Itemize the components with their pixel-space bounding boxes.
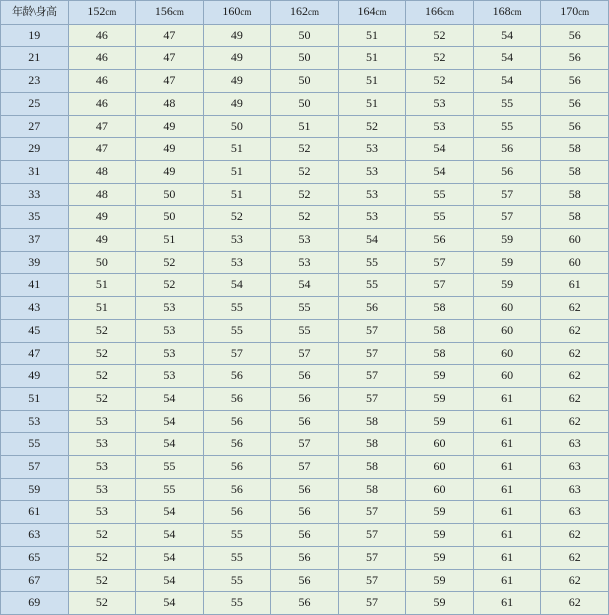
table-row — [1, 592, 609, 615]
column-header-value: 156 — [154, 4, 173, 18]
table-cell: 57 — [473, 183, 541, 206]
table-row — [1, 229, 609, 252]
table-row — [1, 410, 609, 433]
table-row — [1, 297, 609, 320]
table-cell: 62 — [541, 592, 609, 615]
table-cell: 57 — [406, 251, 474, 274]
table-cell: 49 — [203, 47, 271, 70]
table-cell: 59 — [406, 501, 474, 524]
table-row — [1, 70, 609, 93]
row-header-age: 53 — [1, 410, 69, 433]
table-cell: 60 — [406, 456, 474, 479]
table-row — [1, 206, 609, 229]
table-cell: 53 — [68, 456, 136, 479]
table-row — [1, 433, 609, 456]
table-row — [1, 546, 609, 569]
table-row — [1, 569, 609, 592]
table-row — [1, 115, 609, 138]
table-body — [1, 24, 609, 614]
table-cell: 57 — [406, 274, 474, 297]
table-cell: 53 — [406, 115, 474, 138]
table-cell: 54 — [136, 433, 204, 456]
table-cell: 57 — [473, 206, 541, 229]
table-row — [1, 274, 609, 297]
table-cell: 59 — [406, 524, 474, 547]
table-cell: 59 — [473, 229, 541, 252]
table-cell: 52 — [68, 342, 136, 365]
table-row — [1, 387, 609, 410]
table-cell: 56 — [203, 433, 271, 456]
table-cell: 61 — [473, 433, 541, 456]
row-header-age: 45 — [1, 319, 69, 342]
table-cell: 52 — [68, 387, 136, 410]
table-cell: 61 — [473, 501, 541, 524]
table-cell: 61 — [473, 569, 541, 592]
table-cell: 52 — [338, 115, 406, 138]
table-cell: 54 — [136, 524, 204, 547]
column-header-value: 160 — [222, 4, 241, 18]
table-cell: 56 — [203, 456, 271, 479]
row-header-age: 21 — [1, 47, 69, 70]
column-header-value: 168 — [492, 4, 511, 18]
table-cell: 55 — [203, 569, 271, 592]
table-cell: 55 — [271, 319, 339, 342]
table-row — [1, 47, 609, 70]
column-header-unit: cm — [375, 7, 387, 17]
table-cell: 56 — [271, 569, 339, 592]
table-cell: 61 — [473, 524, 541, 547]
row-header-age: 25 — [1, 92, 69, 115]
column-header-unit: cm — [510, 7, 522, 17]
table-cell: 62 — [541, 297, 609, 320]
table-corner-header: 年龄\身高 — [1, 1, 69, 25]
table-cell: 51 — [136, 229, 204, 252]
table-cell: 57 — [338, 501, 406, 524]
table-cell: 59 — [406, 546, 474, 569]
table-cell: 50 — [68, 251, 136, 274]
table-cell: 52 — [271, 206, 339, 229]
table-cell: 55 — [136, 456, 204, 479]
row-header-age: 67 — [1, 569, 69, 592]
table-cell: 46 — [68, 24, 136, 47]
table-cell: 63 — [541, 501, 609, 524]
table-cell: 61 — [473, 546, 541, 569]
table-cell: 54 — [136, 501, 204, 524]
table-cell: 60 — [406, 478, 474, 501]
table-cell: 54 — [136, 592, 204, 615]
table-cell: 54 — [136, 387, 204, 410]
table-cell: 61 — [473, 478, 541, 501]
table-cell: 56 — [271, 546, 339, 569]
table-row — [1, 160, 609, 183]
table-cell: 56 — [338, 297, 406, 320]
table-cell: 54 — [473, 70, 541, 93]
table-row — [1, 365, 609, 388]
table-cell: 48 — [136, 92, 204, 115]
table-cell: 57 — [338, 546, 406, 569]
table-cell: 58 — [338, 456, 406, 479]
table-cell: 53 — [136, 297, 204, 320]
table-cell: 46 — [68, 92, 136, 115]
column-header-height — [203, 1, 271, 25]
table-cell: 57 — [338, 569, 406, 592]
table-cell: 54 — [473, 24, 541, 47]
row-header-age: 31 — [1, 160, 69, 183]
table-cell: 51 — [338, 47, 406, 70]
table-cell: 62 — [541, 387, 609, 410]
table-cell: 57 — [338, 524, 406, 547]
table-cell: 52 — [68, 524, 136, 547]
table-cell: 56 — [541, 92, 609, 115]
table-cell: 59 — [473, 274, 541, 297]
table-cell: 47 — [68, 115, 136, 138]
table-cell: 52 — [68, 319, 136, 342]
table-cell: 52 — [136, 251, 204, 274]
table-cell: 53 — [338, 183, 406, 206]
table-cell: 54 — [338, 229, 406, 252]
table-cell: 55 — [338, 274, 406, 297]
table-cell: 58 — [338, 433, 406, 456]
table-cell: 53 — [338, 206, 406, 229]
row-header-age: 47 — [1, 342, 69, 365]
table-cell: 54 — [271, 274, 339, 297]
table-row — [1, 251, 609, 274]
table-cell: 59 — [473, 251, 541, 274]
table-cell: 58 — [338, 478, 406, 501]
row-header-age: 29 — [1, 138, 69, 161]
table-cell: 59 — [406, 569, 474, 592]
table-cell: 49 — [136, 160, 204, 183]
table-cell: 57 — [271, 342, 339, 365]
table-cell: 56 — [203, 501, 271, 524]
row-header-age: 27 — [1, 115, 69, 138]
table-header — [1, 1, 609, 25]
table-cell: 56 — [271, 524, 339, 547]
table-cell: 54 — [136, 410, 204, 433]
row-header-age: 33 — [1, 183, 69, 206]
table-cell: 58 — [541, 160, 609, 183]
table-cell: 55 — [203, 546, 271, 569]
table-cell: 55 — [203, 297, 271, 320]
table-cell: 58 — [541, 138, 609, 161]
table-cell: 59 — [406, 387, 474, 410]
table-cell: 55 — [271, 297, 339, 320]
table-cell: 51 — [271, 115, 339, 138]
table-cell: 54 — [473, 47, 541, 70]
table-cell: 55 — [473, 115, 541, 138]
table-cell: 58 — [338, 410, 406, 433]
table-cell: 51 — [68, 274, 136, 297]
row-header-age: 19 — [1, 24, 69, 47]
table-row — [1, 478, 609, 501]
table-cell: 51 — [338, 24, 406, 47]
table-cell: 47 — [68, 138, 136, 161]
table-cell: 53 — [406, 92, 474, 115]
table-cell: 61 — [473, 410, 541, 433]
table-cell: 56 — [473, 160, 541, 183]
table-cell: 61 — [541, 274, 609, 297]
table-cell: 51 — [203, 160, 271, 183]
table-cell: 63 — [541, 478, 609, 501]
table-cell: 56 — [541, 70, 609, 93]
table-cell: 52 — [406, 70, 474, 93]
table-row — [1, 319, 609, 342]
table-cell: 52 — [406, 24, 474, 47]
row-header-age: 43 — [1, 297, 69, 320]
table-cell: 51 — [338, 92, 406, 115]
row-header-age: 69 — [1, 592, 69, 615]
row-header-age: 37 — [1, 229, 69, 252]
table-cell: 56 — [271, 592, 339, 615]
table-cell: 56 — [271, 501, 339, 524]
table-cell: 59 — [406, 410, 474, 433]
table-cell: 52 — [68, 569, 136, 592]
table-cell: 56 — [473, 138, 541, 161]
table-cell: 49 — [203, 70, 271, 93]
table-cell: 50 — [271, 70, 339, 93]
table-cell: 56 — [203, 365, 271, 388]
table-cell: 58 — [406, 297, 474, 320]
table-cell: 53 — [271, 229, 339, 252]
table-cell: 52 — [203, 206, 271, 229]
table-cell: 56 — [271, 387, 339, 410]
table-cell: 60 — [406, 433, 474, 456]
table-row — [1, 456, 609, 479]
table-cell: 52 — [271, 160, 339, 183]
column-header-value: 164 — [357, 4, 376, 18]
table-row — [1, 501, 609, 524]
table-cell: 58 — [541, 206, 609, 229]
table-cell: 55 — [406, 206, 474, 229]
table-cell: 63 — [541, 433, 609, 456]
table-cell: 56 — [271, 410, 339, 433]
table-cell: 52 — [136, 274, 204, 297]
table-row — [1, 92, 609, 115]
table-cell: 62 — [541, 319, 609, 342]
table-cell: 49 — [136, 115, 204, 138]
table-cell: 60 — [541, 229, 609, 252]
table-cell: 51 — [338, 70, 406, 93]
table-cell: 49 — [203, 24, 271, 47]
table-cell: 53 — [68, 410, 136, 433]
table-cell: 57 — [338, 319, 406, 342]
table-cell: 54 — [136, 546, 204, 569]
table-cell: 52 — [271, 183, 339, 206]
table-cell: 54 — [203, 274, 271, 297]
table-cell: 51 — [68, 297, 136, 320]
table-cell: 55 — [406, 183, 474, 206]
table-cell: 56 — [406, 229, 474, 252]
column-header-height — [136, 1, 204, 25]
table-cell: 55 — [203, 592, 271, 615]
column-header-unit: cm — [443, 7, 455, 17]
table-cell: 58 — [541, 183, 609, 206]
table-cell: 50 — [136, 183, 204, 206]
table-cell: 46 — [68, 70, 136, 93]
column-header-height — [406, 1, 474, 25]
table-cell: 57 — [338, 387, 406, 410]
table-cell: 58 — [406, 342, 474, 365]
table-cell: 55 — [203, 319, 271, 342]
table-cell: 60 — [473, 365, 541, 388]
table-cell: 53 — [136, 319, 204, 342]
table-cell: 56 — [271, 478, 339, 501]
table-cell: 60 — [473, 297, 541, 320]
table-cell: 56 — [541, 24, 609, 47]
table-cell: 53 — [338, 138, 406, 161]
table-cell: 49 — [68, 206, 136, 229]
column-header-unit: cm — [578, 7, 590, 17]
column-header-value: 152 — [87, 4, 106, 18]
row-header-age: 49 — [1, 365, 69, 388]
table-cell: 46 — [68, 47, 136, 70]
table-cell: 63 — [541, 456, 609, 479]
table-cell: 48 — [68, 183, 136, 206]
table-cell: 53 — [68, 478, 136, 501]
table-cell: 53 — [271, 251, 339, 274]
row-header-age: 61 — [1, 501, 69, 524]
table-cell: 55 — [338, 251, 406, 274]
table-cell: 56 — [271, 365, 339, 388]
table-cell: 62 — [541, 524, 609, 547]
table-cell: 50 — [271, 92, 339, 115]
table-header-row — [1, 1, 609, 25]
row-header-age: 63 — [1, 524, 69, 547]
table-cell: 55 — [473, 92, 541, 115]
column-header-height — [271, 1, 339, 25]
table-cell: 57 — [271, 433, 339, 456]
row-header-age: 55 — [1, 433, 69, 456]
row-header-age: 39 — [1, 251, 69, 274]
table-cell: 55 — [136, 478, 204, 501]
table-cell: 57 — [338, 365, 406, 388]
table-cell: 52 — [68, 365, 136, 388]
table-cell: 55 — [203, 524, 271, 547]
table-cell: 47 — [136, 24, 204, 47]
column-header-height — [541, 1, 609, 25]
row-header-age: 35 — [1, 206, 69, 229]
table-cell: 50 — [136, 206, 204, 229]
table-cell: 51 — [203, 138, 271, 161]
table-cell: 52 — [68, 546, 136, 569]
table-cell: 53 — [68, 433, 136, 456]
table-cell: 61 — [473, 387, 541, 410]
table-cell: 60 — [541, 251, 609, 274]
column-header-height — [473, 1, 541, 25]
table-cell: 57 — [338, 342, 406, 365]
table-cell: 62 — [541, 569, 609, 592]
table-cell: 49 — [203, 92, 271, 115]
table-cell: 56 — [203, 387, 271, 410]
table-cell: 57 — [203, 342, 271, 365]
column-header-unit: cm — [105, 7, 117, 17]
table-cell: 47 — [136, 70, 204, 93]
column-header-unit: cm — [240, 7, 252, 17]
column-header-height — [68, 1, 136, 25]
table-row — [1, 138, 609, 161]
table-cell: 54 — [136, 569, 204, 592]
table-cell: 57 — [271, 456, 339, 479]
table-cell: 60 — [473, 342, 541, 365]
table-cell: 53 — [136, 342, 204, 365]
table-cell: 47 — [136, 47, 204, 70]
table-cell: 50 — [203, 115, 271, 138]
table-cell: 62 — [541, 546, 609, 569]
table-row — [1, 183, 609, 206]
table-row — [1, 342, 609, 365]
column-header-unit: cm — [172, 7, 184, 17]
table-cell: 51 — [203, 183, 271, 206]
table-cell: 52 — [271, 138, 339, 161]
table-cell: 53 — [338, 160, 406, 183]
table-cell: 54 — [406, 138, 474, 161]
table-row — [1, 524, 609, 547]
column-header-unit: cm — [307, 7, 319, 17]
row-header-age: 65 — [1, 546, 69, 569]
table-cell: 50 — [271, 47, 339, 70]
table-cell: 58 — [406, 319, 474, 342]
table-cell: 49 — [68, 229, 136, 252]
table-cell: 49 — [136, 138, 204, 161]
table-cell: 62 — [541, 365, 609, 388]
table-cell: 57 — [338, 592, 406, 615]
row-header-age: 57 — [1, 456, 69, 479]
table-cell: 53 — [136, 365, 204, 388]
column-header-value: 166 — [425, 4, 444, 18]
table-cell: 52 — [406, 47, 474, 70]
column-header-value: 170 — [560, 4, 579, 18]
table-cell: 61 — [473, 592, 541, 615]
column-header-value: 162 — [289, 4, 308, 18]
row-header-age: 51 — [1, 387, 69, 410]
table-cell: 56 — [203, 410, 271, 433]
table-cell: 52 — [68, 592, 136, 615]
row-header-age: 23 — [1, 70, 69, 93]
table-cell: 56 — [541, 47, 609, 70]
table-cell: 61 — [473, 456, 541, 479]
table-cell: 60 — [473, 319, 541, 342]
table-cell: 59 — [406, 592, 474, 615]
table-cell: 62 — [541, 410, 609, 433]
table-cell: 59 — [406, 365, 474, 388]
table-cell: 50 — [271, 24, 339, 47]
table-cell: 53 — [203, 229, 271, 252]
table-cell: 54 — [406, 160, 474, 183]
table-row — [1, 24, 609, 47]
table-cell: 62 — [541, 342, 609, 365]
table-cell: 56 — [541, 115, 609, 138]
row-header-age: 59 — [1, 478, 69, 501]
table-cell: 53 — [68, 501, 136, 524]
table-cell: 56 — [203, 478, 271, 501]
table-cell: 53 — [203, 251, 271, 274]
row-header-age: 41 — [1, 274, 69, 297]
column-header-height — [338, 1, 406, 25]
table-cell: 48 — [68, 160, 136, 183]
